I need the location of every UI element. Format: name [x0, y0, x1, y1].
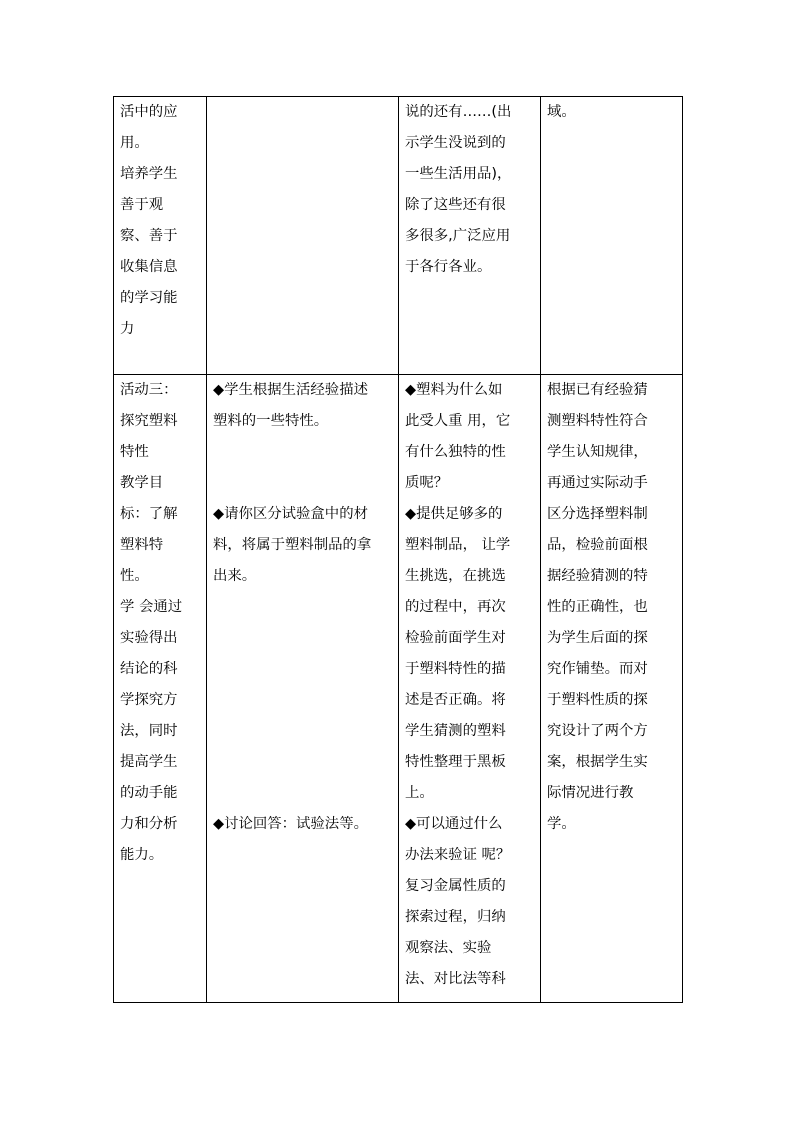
- teacher-activity-cell: [399, 375, 541, 1003]
- text-line: 于塑料性质的探: [547, 692, 648, 708]
- text-line: 特性: [120, 444, 149, 460]
- text-line: 能力。: [120, 847, 164, 863]
- text-line: ◆学生根据生活经验描述: [213, 382, 368, 398]
- lesson-plan-table: [113, 96, 683, 1003]
- text-line: 法，同时: [120, 723, 178, 739]
- text-line: ◆请你区分试验盒中的材: [213, 506, 368, 522]
- text-line: 观察法、实验: [405, 940, 492, 956]
- text-line: 案，根据学生实: [547, 754, 648, 770]
- text-line: 办法来验证 呢？: [405, 847, 511, 863]
- text-line: 除了这些还有很: [405, 197, 506, 213]
- text-line: 提高学生: [120, 754, 178, 770]
- text-line: 域。: [547, 104, 576, 120]
- text-line: 于各行各业。: [405, 259, 492, 275]
- text-line: 此受人重 用，它: [405, 413, 511, 429]
- spacer: [213, 623, 398, 654]
- text-line: 料，将属于塑料制品的拿: [213, 537, 372, 553]
- text-line: 示学生没说到的: [405, 135, 506, 151]
- text-line: ◆塑料为什么如: [405, 382, 503, 398]
- text-line: 出来。: [213, 568, 257, 584]
- text-line: 法、对比法等科: [405, 971, 506, 987]
- design-intent-cell: [541, 97, 683, 375]
- text-line: 检验前面学生对: [405, 630, 506, 646]
- text-line: 述是否正确。将: [405, 692, 506, 708]
- student-activity-cell: [207, 375, 399, 1003]
- text-line: 说的还有……(出: [405, 104, 512, 120]
- text-line: ◆可以通过什么: [405, 816, 503, 832]
- text-line: 学生猜测的塑料: [405, 723, 506, 739]
- text-line: 性的正确性，也: [547, 599, 648, 615]
- text-line: 标：了解: [120, 506, 178, 522]
- text-line: 实验得出: [120, 630, 178, 646]
- text-line: 力和分析: [120, 816, 178, 832]
- text-line: 结论的科: [120, 661, 178, 677]
- student-activity-cell: [207, 97, 399, 375]
- text-line: 学。: [547, 816, 576, 832]
- text-line: 于塑料特性的描: [405, 661, 506, 677]
- table-row: [114, 97, 683, 375]
- text-line: 为学生后面的探: [547, 630, 648, 646]
- text-line: 力: [120, 321, 135, 337]
- text-line: 活动三：: [120, 382, 178, 398]
- text-line: 品，检验前面根: [547, 537, 648, 553]
- text-line: 学生认知规律，: [547, 444, 648, 460]
- text-line: 收集信息: [120, 259, 178, 275]
- text-line: 有什么独特的性: [405, 444, 506, 460]
- text-line: ◆讨论回答：试验法等。: [213, 816, 368, 832]
- design-intent-cell: [541, 375, 683, 1003]
- text-line: 的过程中，再次: [405, 599, 506, 615]
- spacer: [213, 468, 398, 499]
- text-line: 善于观: [120, 197, 164, 213]
- text-line: 探究塑料: [120, 413, 178, 429]
- text-line: 究作铺垫。而对: [547, 661, 648, 677]
- text-line: 上。: [405, 785, 434, 801]
- spacer: [213, 716, 398, 747]
- text-line: 塑料制品， 让学: [405, 537, 511, 553]
- spacer: [213, 685, 398, 716]
- text-line: 区分选择塑料制: [547, 506, 648, 522]
- text-line: 再通过实际动手: [547, 475, 648, 491]
- spacer: [213, 654, 398, 685]
- text-line: 塑料的一些特性。: [213, 413, 329, 429]
- teacher-activity-cell: [399, 97, 541, 375]
- text-line: 塑料特: [120, 537, 164, 553]
- text-line: 据经验猜测的特: [547, 568, 648, 584]
- text-line: 活中的应: [120, 104, 178, 120]
- text-line: 复习金属性质的: [405, 878, 506, 894]
- text-line: 根据已有经验猜: [547, 382, 648, 398]
- table-row: [114, 375, 683, 1003]
- text-line: 生挑选，在挑选: [405, 568, 506, 584]
- text-line: 探索过程，归纳: [405, 909, 506, 925]
- text-line: ◆提供足够多的: [405, 506, 503, 522]
- text-line: 教学目: [120, 475, 164, 491]
- text-line: 性。: [120, 568, 149, 584]
- spacer: [213, 747, 398, 778]
- objective-cell: [114, 97, 207, 375]
- text-line: 察、善于: [120, 228, 178, 244]
- text-line: 学探究方: [120, 692, 178, 708]
- spacer: [213, 592, 398, 623]
- objective-cell: [114, 375, 207, 1003]
- text-line: 多很多,广泛应用: [405, 228, 511, 244]
- text-line: 际情况进行教: [547, 785, 634, 801]
- text-line: 用。: [120, 135, 149, 151]
- spacer: [213, 437, 398, 468]
- text-line: 一些生活用品)，: [405, 166, 512, 182]
- spacer: [213, 778, 398, 809]
- text-line: 的学习能: [120, 290, 178, 306]
- text-line: 测塑料特性符合: [547, 413, 648, 429]
- text-line: 培养学生: [120, 166, 178, 182]
- text-line: 究设计了两个方: [547, 723, 648, 739]
- text-line: 质呢？: [405, 475, 449, 491]
- text-line: 特性整理于黑板: [405, 754, 506, 770]
- text-line: 学 会通过: [120, 599, 183, 615]
- text-line: 的动手能: [120, 785, 178, 801]
